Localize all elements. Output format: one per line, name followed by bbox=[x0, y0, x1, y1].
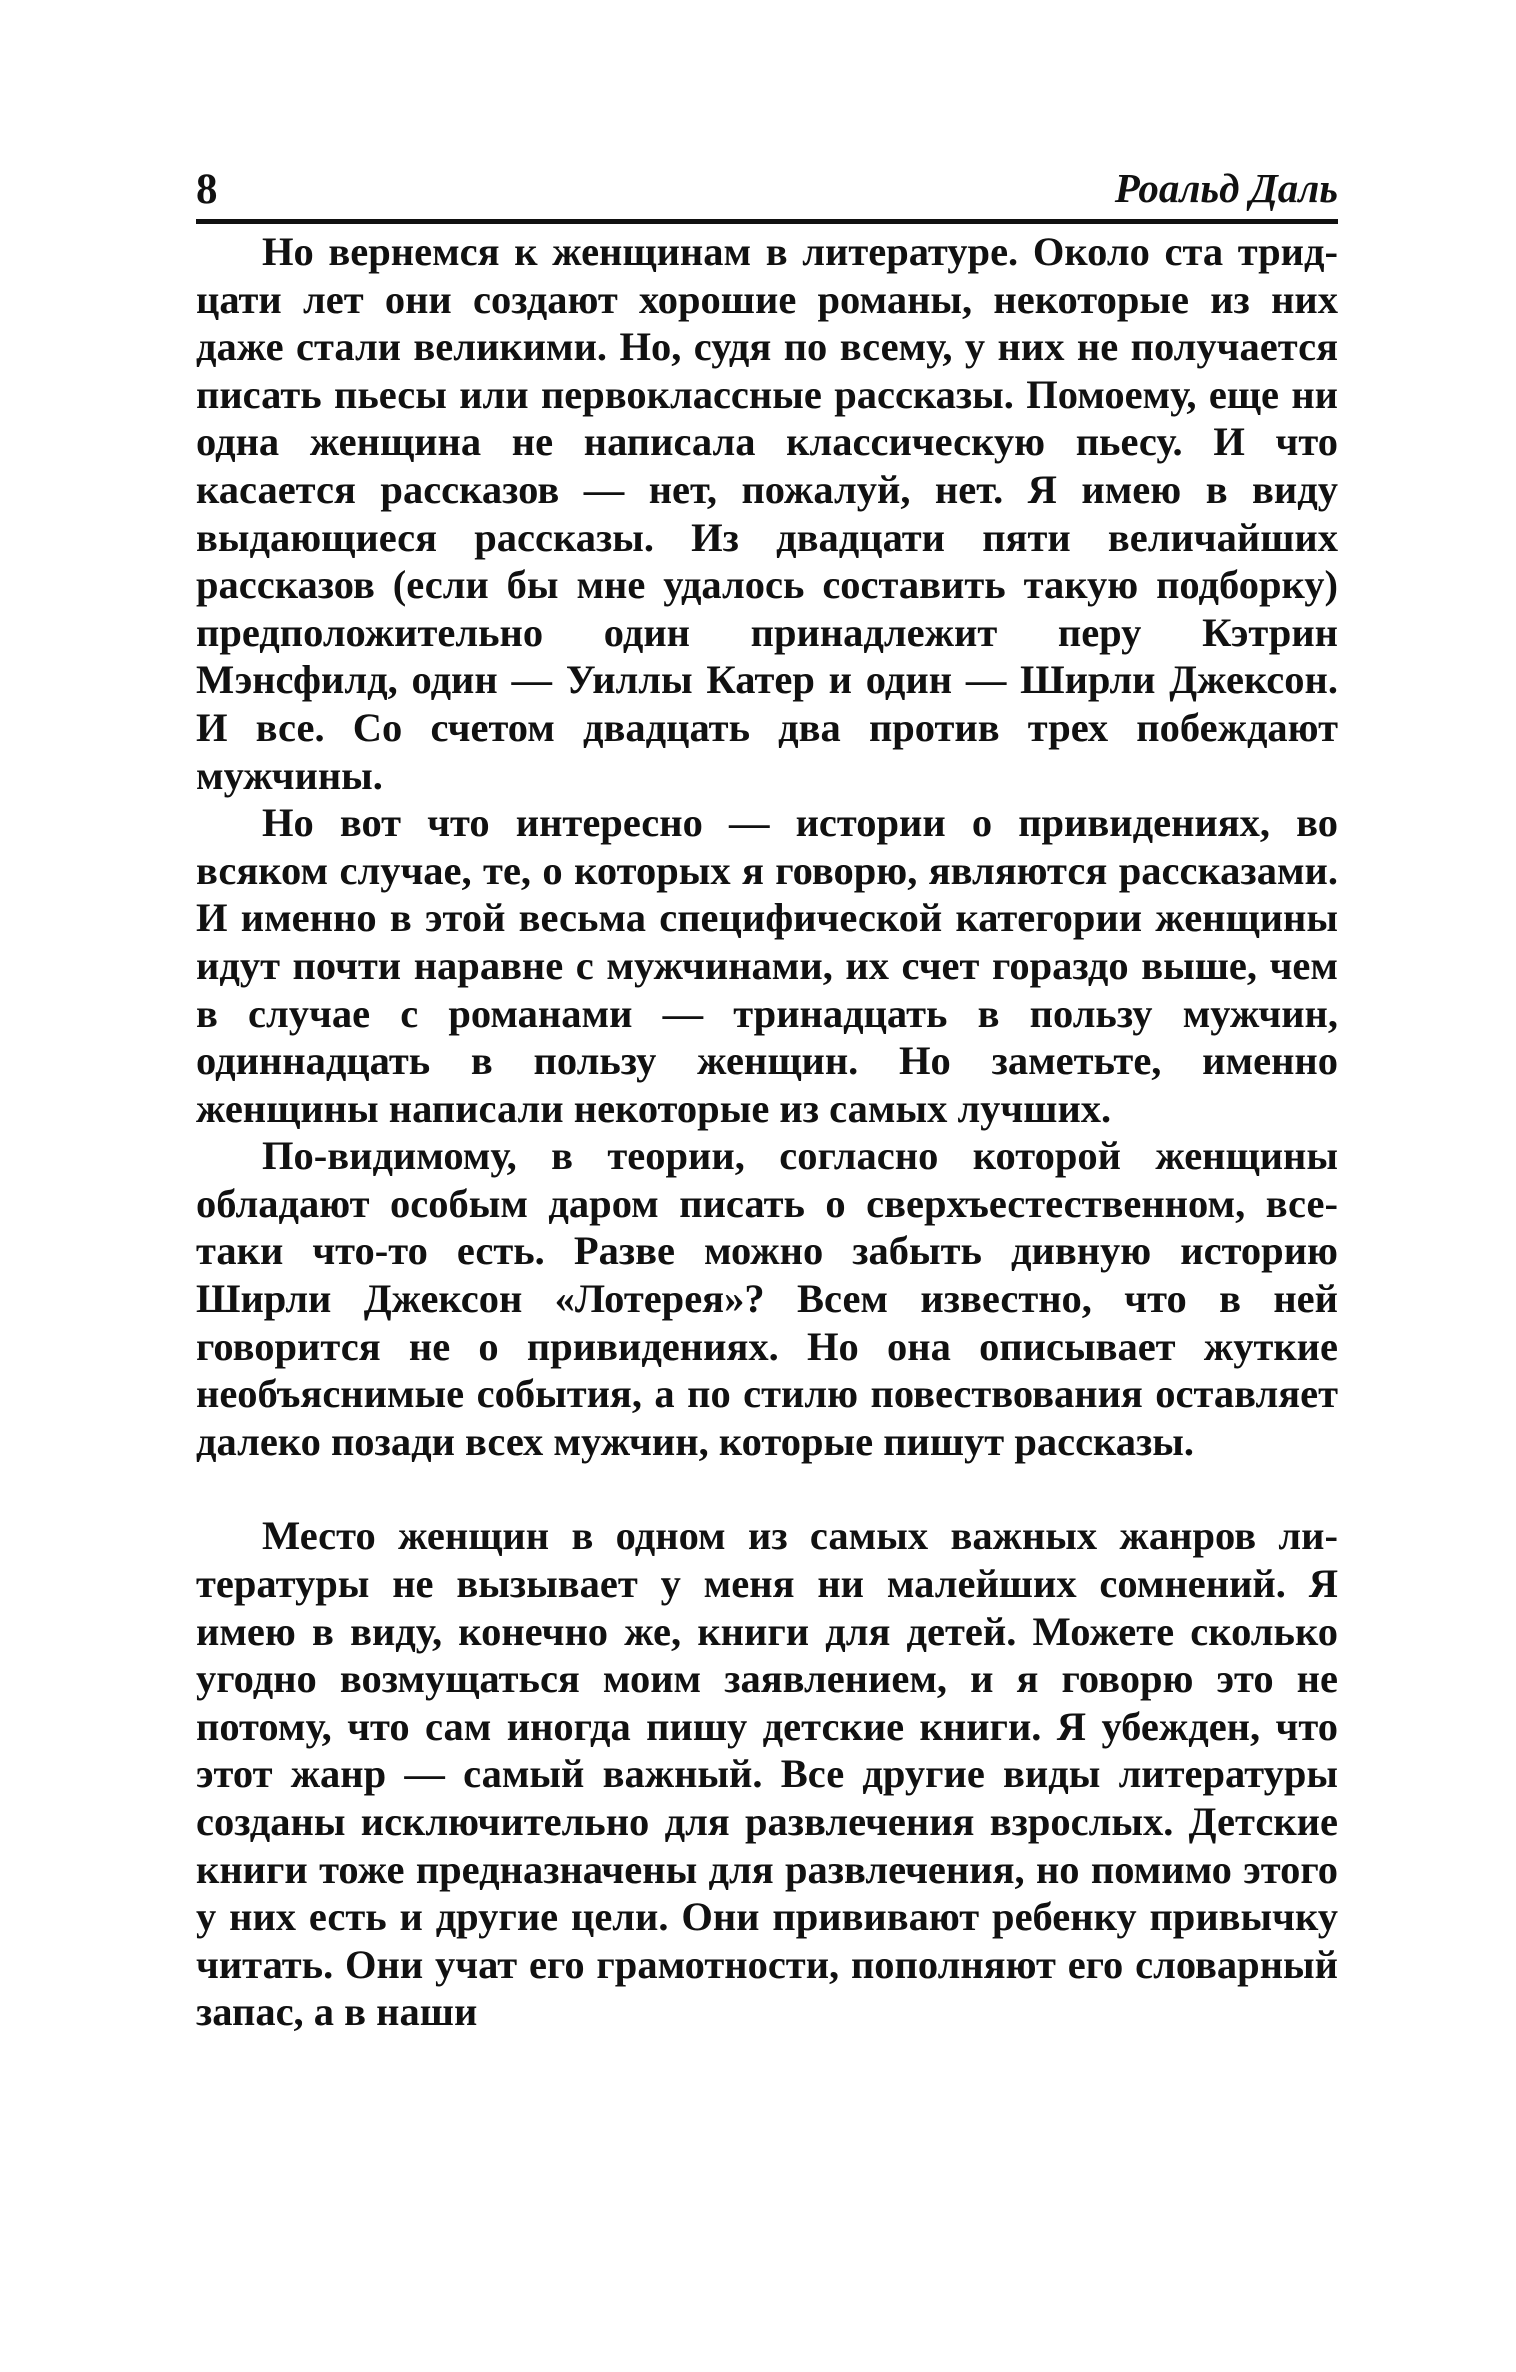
header-rule bbox=[196, 219, 1338, 224]
page-header bbox=[196, 165, 1338, 218]
paragraph-2: Но вот что интересно — истории о привидениях, во всяком случае, те, о которых я говорю, являются рассказами. И именно в этой весьма специфической категории женщины идут почти наравне с мужчинами, их счет гораздо выше, чем в случае с романами — тринадцать в пользу мужчин, одиннадцать в пользу женщин. Но заметьте, именно женщины написали некоторые из самых лучших. bbox=[196, 800, 1338, 1131]
page-number: 8 bbox=[196, 166, 218, 213]
body-text bbox=[196, 228, 1338, 2036]
book-page bbox=[196, 165, 1338, 2036]
paragraph-1: Но вернемся к женщинам в литературе. Около ста тридцати лет они создают хорошие романы, некоторые из них даже стали великими. Но, судя по всему, у них не получается писать пьесы или первоклассные рассказы. Помоему, еще ни одна женщина не написала классическую пьесу. И что касается рассказов — нет, пожалуй, нет. Я имею в виду выдающиеся рассказы. Из двадцати пяти величайших рассказов (если бы мне удалось составить такую подборку) предположительно один принадлежит перу Кэтрин Мэнсфилд, один — Уиллы Катер и один — Ширли Джексон. И все. Со счетом двадцать два против трех побеждают мужчины. bbox=[196, 229, 1338, 798]
paragraph-3: По-видимому, в теории, согласно которой женщины обладают особым даром писать о сверхъестественном, все-таки что-то есть. Разве можно забыть дивную историю Ширли Джексон «Лотерея»? Всем известно, что в ней говорится не о привидениях. Но она описывает жуткие необъяснимые события, а по стилю повествования оставляет далеко позади всех мужчин, которые пишут рассказы. bbox=[196, 1133, 1338, 1464]
paragraph-4: Место женщин в одном из самых важных жанров литературы не вызывает у меня ни малейших сомнений. Я имею в виду, конечно же, книги для детей. Можете сколько угодно возмущаться моим заявлением, и я говорю это не потому, что сам иногда пишу детские книги. Я убежден, что этот жанр — самый важный. Все другие виды литературы созданы исключительно для развлечения взрослых. Детские книги тоже предназначены для развлечения, но помимо этого у них есть и другие цели. Они прививают ребенку привычку читать. Они учат его грамотности, пополняют его словарный запас, а в наши bbox=[196, 1513, 1338, 2035]
section-break bbox=[196, 1465, 1338, 1512]
running-title: Роальд Даль bbox=[1114, 165, 1338, 211]
